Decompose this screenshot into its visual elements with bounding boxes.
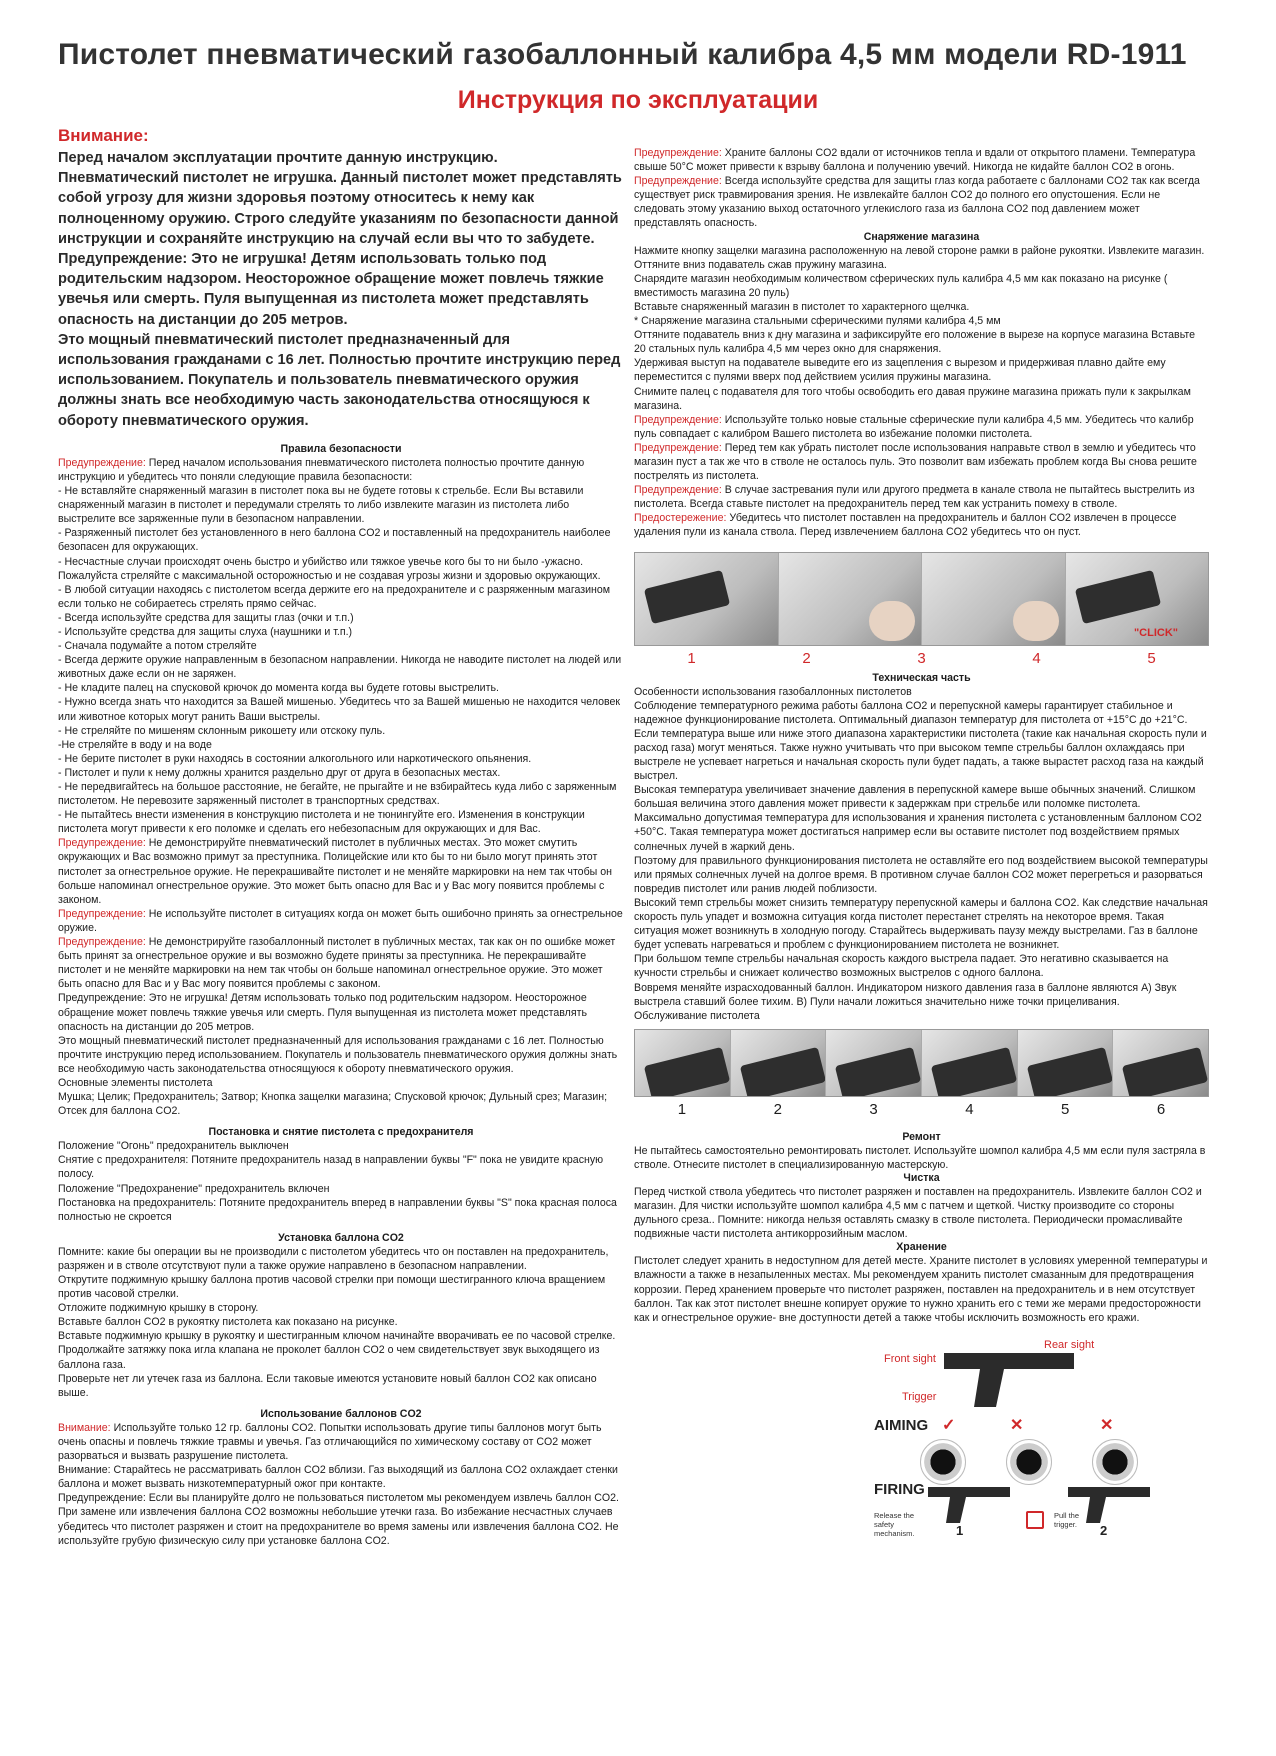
paragraph-text: - Не берите пистолет в руки находясь в состоянии алкогольного или наркотического опьянения. [58, 752, 532, 765]
paragraph [58, 724, 624, 738]
paragraph [58, 695, 624, 723]
section-title-co2-install: Установка баллона CO2 [278, 1231, 404, 1244]
paragraph [58, 1491, 624, 1547]
safety-catch-text [58, 1139, 624, 1224]
paragraph: Положение "Предохранение" предохранитель включен [58, 1182, 330, 1195]
section-title-safety-catch: Постановка и снятие пистолета с предохранителя [208, 1126, 474, 1139]
warning-lead: Предупреждение: [58, 837, 146, 850]
figure-number: 6 [1156, 1100, 1166, 1118]
figure-number: 3 [917, 649, 926, 667]
firing-label: FIRING [874, 1480, 925, 1498]
click-label: "CLICK" [1133, 626, 1178, 639]
paragraph: Снятие с предохранителя: Потяните предохранитель назад в направлении буквы "F" пока не увидите красную полосу. [58, 1154, 604, 1181]
figure-photo [1066, 553, 1209, 645]
figure-number: 4 [965, 1100, 974, 1118]
section-title-magazine: Снаряжение магазина [863, 230, 980, 243]
section-title-tech: Техническая часть [872, 671, 971, 684]
figure-number: 2 [773, 1100, 782, 1118]
paragraph [634, 244, 1209, 258]
section-title-clean: Чистка [903, 1171, 940, 1184]
figure-number: 5 [1061, 1100, 1070, 1118]
warning-lead: Предупреждение: [58, 456, 146, 469]
paragraph [634, 258, 1209, 272]
paragraph [58, 907, 624, 935]
paragraph: Поэтому для правильного функционирования пистолета не оставляйте его под воздействием высокой температуры или прямых солнечных лучей на долгое время. В противном случае баллон CO2 может перегреться и разорваться повредив пистолет или ранив людей поблизости. [634, 854, 1208, 895]
warning-lead: Предупреждение: [634, 484, 722, 497]
left-column [58, 126, 624, 1548]
paragraph [58, 1463, 624, 1491]
paragraph-text: Предупреждение: Это не игрушка! Детям использовать только под родительским надзором. Неосторожное обращение может повлечь тяжкие увечья или смерть. Пуля выпущенная из пистолета может представлять опасность на дистанции до 205 метров. [58, 992, 587, 1033]
paragraph: Вставьте баллон CO2 в рукоятку пистолета как показано на рисунке. [58, 1316, 398, 1329]
co2-install-text [58, 1245, 624, 1400]
paragraph-text: Перед тем как убрать пистолет после использования направьте ствол в землю и убедитесь что магазин пуст а так же что в стволе не осталось пуль. Это позволит вам избежать проблем когда Вы снова решите пострелять из пистолета. [634, 441, 1197, 483]
paragraph [58, 808, 624, 836]
section-title-co2-use: Использование баллонов CO2 [260, 1407, 422, 1420]
figure-photo [1018, 1030, 1114, 1096]
paragraph-text: Используйте только новые стальные сферические пули калибра 4,5 мм. Убедитесь что калибр пуль совпадает с калибром Вашего пистолета во избежание поломки пистолета. [634, 413, 1194, 440]
paragraph [634, 441, 1209, 483]
figure-numbers [634, 650, 1209, 672]
paragraph-text: Внимание: Старайтесь не рассматривать баллон CO2 вблизи. Газ выходящий из баллона CO2 охлаждает стенки баллона и может вызвать низкотемпературный ожог при контакте. [58, 1464, 618, 1491]
target-wrong [1092, 1439, 1138, 1485]
attention-line: Это мощный пневматический пистолет предназначенный для использования гражданами с 16 лет. Полностью прочтите инструкцию перед использованием. Покупатель и пользователь пневматического оружия должны знать все необходимую часть законодательства относящуюся к обороту пневматического оружия. [58, 331, 621, 429]
cross-mark-icon: ✕ [1010, 1416, 1024, 1434]
release-caption: Release the safety mechanism. [874, 1510, 915, 1538]
paragraph-text: - Нужно всегда знать что находится за Вашей мишенью. Убедитесь что за Вашей мишенью не находится человек или животное которых могут ранить Ваши выстрелы. [58, 696, 621, 723]
paragraph [58, 1090, 624, 1118]
paragraph [634, 413, 1209, 441]
paragraph-text: Удерживая выступ на подавателе выведите его из зацепления с вырезом и придерживая плавно дайте ему переместится с пулями вверх под действием усилия пружины магазина. [634, 357, 1166, 384]
front-sight-label: Front sight [884, 1352, 936, 1365]
figure-photo [826, 1030, 922, 1096]
attention-title: Внимание: [58, 126, 149, 145]
aiming-firing-diagram [634, 1335, 1209, 1555]
paragraph [634, 356, 1209, 384]
paragraph [634, 385, 1209, 413]
paragraph [58, 991, 624, 1033]
paragraph-text: - Не кладите палец на спусковой крючок до момента когда вы будете готовы выстрелить. [58, 682, 499, 695]
paragraph: Высокий темп стрельбы может снизить температуру перепускной камеры и баллона CO2. Как следствие начальная скорость пуль упадет и возможна ситуация когда пистолет перестанет стрелять на некоторое время. Такая ситуация может возникнуть в холодную погоду. Старайтесь выдерживать паузу между выстрелами. Газ в баллоне будет успевать нагреваться и проблем с функционированием пистолета не возникнет. [634, 896, 1208, 952]
warning-lead: Предупреждение: [58, 907, 146, 920]
paragraph [634, 328, 1209, 356]
paragraph-text: Снарядите магазин необходимым количеством сферических пуль калибра 4,5 мм как показано на рисунке ( вместимость магазина 20 пуль) [634, 272, 1168, 299]
clean-text: Перед чисткой ствола убедитесь что пистолет разряжен и поставлен на предохранитель. Извлеките баллон CO2 и магазин. Для чистки используйте шомпол калибра 4,5 мм с патчем и щеткой. Чистку производите со стороны дульного среза.. Помните: никогда нельзя оставлять смазку в стволе пистолета. Периодически промасливайте подвижные части пистолета антикоррозийным маслом. [634, 1185, 1202, 1241]
paragraph [58, 653, 624, 681]
paragraph-text: * Снаряжение магазина стальными сферическими пулями калибра 4,5 мм [634, 315, 1001, 328]
paragraph [634, 272, 1209, 300]
paragraph [58, 611, 624, 625]
figure-photo [779, 553, 923, 645]
paragraph-text: Это мощный пневматический пистолет предназначенный для использования гражданами с 16 лет. Полностью прочтите инструкцию перед использованием. Покупатель и пользователь пневматического оружия должны знать все необходимую часть законодательства относящуюся к обороту пневматического оружия. [58, 1034, 618, 1075]
pistol-drawing [934, 1341, 1084, 1411]
warning-lead: Предупреждение: [634, 441, 722, 454]
co2-warnings [634, 146, 1209, 231]
paragraph: Помните: какие бы операции вы не производили с пистолетом убедитесь что он поставлен на предохранитель, разряжен и в стволе отсутствуют пули а также оружие направлено в безопасном направлении. [58, 1245, 609, 1272]
paragraph-text: Нажмите кнопку защелки магазина расположенную на левой стороне рамки в районе рукоятки. Извлеките магазин. [634, 244, 1205, 257]
paragraph: При большом темпе стрельбы начальная скорость каждого выстрела падает. Это негативно сказывается на кучности стрельбы и снижает количество возможных выстрелов с одного баллона. [634, 953, 1169, 980]
paragraph-text: Перед началом использования пневматического пистолета полностью прочтите данную инструкцию и убедитесь что поняли следующие правила безопасности: [58, 456, 585, 483]
paragraph [634, 174, 1209, 230]
figure-photo [1113, 1030, 1208, 1096]
paragraph [58, 1034, 624, 1076]
paragraph-text: Мушка; Целик; Предохранитель; Затвор; Кнопка защелки магазина; Спусковой крючок; Дульный срез; Магазин; Отсек для баллона CO2. [58, 1091, 608, 1118]
figure-photo [731, 1030, 827, 1096]
attention-block [58, 148, 624, 431]
document-title: Пистолет пневматический газобаллонный калибра 4,5 мм модели RD-1911 [58, 38, 1187, 71]
paragraph-text: - Пистолет и пули к нему должны хранится раздельно друг от друга в безопасных местах. [58, 766, 501, 779]
paragraph [58, 752, 624, 766]
warning-lead: Предупреждение: [634, 175, 722, 188]
paragraph: Вставьте поджимную крышку в рукоятку и шестигранным ключом начинайте вворачивать ее по часовой стрелке. [58, 1330, 616, 1343]
pull-caption: Pull the trigger. [1054, 1510, 1080, 1529]
storage-text: Пистолет следует хранить в недоступном для детей месте. Храните пистолет в условиях умеренной температуры и влажности а также в незапыленных местах. Мы рекомендуем хранить пистолет смазанным для предотвращения коррозии. Перед хранением проверьте что пистолет разряжен, поставлен на предохранитель и в нем отсутствует баллон. Так как этот пистолет внешне копирует оружие то нужно хранить его с теми же мерами предосторожности как и огнестрельное оружие- вне доступности детей а также чтобы исключить возможность его кражи. [634, 1255, 1208, 1324]
target-wrong [1006, 1439, 1052, 1485]
paragraph [58, 935, 624, 991]
paragraph-text: - Разряженный пистолет без установленного в него баллона CO2 и поставленный на предохранитель наиболее безопасен для окружающих. [58, 527, 611, 554]
paragraph [58, 1421, 624, 1463]
safety-rules [58, 456, 624, 1118]
paragraph [58, 639, 624, 653]
paragraph-text: - Не передвигайтесь на большое расстояние, не бегайте, не прыгайте и не взбирайтесь куда либо с заряженным пистолетом. Не перевозите заряженный пистолет в транспортных средствах. [58, 781, 617, 808]
paragraph-text: -Не стреляйте в воду и на воде [58, 738, 212, 751]
paragraph [58, 738, 624, 752]
warning-lead: Предупреждение: [634, 147, 722, 159]
figure-photo [922, 1030, 1018, 1096]
paragraph-text: Используйте только 12 гр. баллоны CO2. Попытки использовать другие типы баллонов могут быть очень опасны и повлечь тяжкие травмы и увечья. Газ отличающийся по химическому составу от CO2 может разорваться и вызвать разрушение пистолета. [58, 1421, 602, 1463]
figure-number: 3 [869, 1100, 878, 1118]
paragraph: Высокая температура увеличивает значение давления в перепускной камере выше обычных значений. Слишком большая величина этого давления может привести к задержкам при стрельбе или поломке пистолета. Максимально допустимая температура для использования и хранения пистолета с установленным баллоном CO2 +50°С. Такая температура может достигаться например если вы оставите пистолет под воздействием прямых солнечных лучей в жаркий день. [634, 784, 1202, 853]
paragraph-text: Не демонстрируйте пневматический пистолет в публичных местах. Это может смутить окружающих и Вас возможно примут за преступника. Полицейские или кто бы то ни было могут принять этот пистолет за огнестрельное оружие. Не перекрашивайте пистолет и не меняйте маркировки на нем так чтобы он больше напоминал огнестрельное оружие. Это может быть опасно для Вас и у Вас могу появится проблемы с законом. [58, 837, 612, 906]
warning-lead: Внимание: [58, 1421, 111, 1434]
figure-photo [635, 553, 779, 645]
paragraph-text: Оттяните подаватель вниз к дну магазина и зафиксируйте его положение в вырезе на корпусе магазина Вставьте 20 стальных пуль калибра 4,5 мм через окно для снаряжения. [634, 329, 1196, 356]
paragraph [58, 780, 624, 808]
paragraph [634, 314, 1209, 328]
paragraph: Вовремя меняйте израсходованный баллон. Индикатором низкого давления газа в баллоне являются А) Звук выстрела ставший более тихим. В) Пули начали ложиться значительно ниже точки прицеливания. [634, 981, 1177, 1008]
paragraph-text: - Используйте средства для защиты слуха (наушники и т.п.) [58, 625, 353, 638]
paragraph [58, 1076, 624, 1090]
magazine-figure [634, 552, 1209, 646]
figure-number: 5 [1147, 649, 1156, 667]
magazine-text [634, 244, 1209, 540]
paragraph-text: - Не стреляйте по мишеням склонным рикошету или отскоку пуль. [58, 724, 386, 737]
paragraph [634, 483, 1209, 511]
paragraph: Положение "Огонь" предохранитель выключен [58, 1140, 289, 1153]
check-mark-icon: ✓ [942, 1416, 956, 1434]
paragraph [58, 766, 624, 780]
paragraph [634, 146, 1209, 174]
step-number: 2 [1100, 1522, 1108, 1538]
figure-photo [635, 1030, 731, 1096]
figure-number: 1 [677, 1100, 687, 1118]
lock-icon [1026, 1511, 1044, 1529]
paragraph: Открутите поджимную крышку баллона против часовой стрелки при помощи шестигранного ключа вращением против часовой стрелки. [58, 1274, 606, 1301]
paragraph [58, 484, 624, 526]
target-correct [920, 1439, 966, 1485]
section-title-storage: Хранение [896, 1241, 947, 1254]
paragraph-text: Снимите палец с подавателя для того чтобы освободить его давая пружине магазина прижать пули к закрылкам магазина. [634, 385, 1191, 412]
aiming-label: AIMING [874, 1416, 929, 1434]
rear-sight-label: Rear sight [1044, 1338, 1095, 1351]
paragraph-text: Не используйте пистолет в ситуациях когда он может быть ошибочно принять за огнестрельное оружие. [58, 907, 623, 934]
warning-lead: Предупреждение: [634, 413, 722, 426]
paragraph: Проверьте нет ли утечек газа из баллона. Если таковые имеются установите новый баллон CO2 как описано выше. [58, 1372, 597, 1399]
paragraph [634, 300, 1209, 314]
section-title-repair: Ремонт [902, 1130, 941, 1143]
warning-lead: Предупреждение: [58, 936, 146, 949]
attention-line: Предупреждение: Это не игрушка! Детям использовать только под родительским надзором. Неосторожное обращение может повлечь тяжкие увечья или смерть. Пуля выпущенная из пистолета может представлять опасность на дистанции до 205 метров. [58, 251, 604, 328]
paragraph: Обслуживание пистолета [634, 1009, 760, 1022]
paragraph-text: - Несчастные случаи происходят очень быстро и убийство или тяжкое увечье кого бы то ни было -ужасно. Пожалуйста стреляйте с максимальной осторожностью и не создавая угрозы жизни и здоровью окружающих. [58, 555, 601, 582]
paragraph-text: - Всегда держите оружие направленным в безопасном направлении. Никогда не наводите пистолет на людей или животных даже если он не заряжен. [58, 654, 622, 681]
maintenance-figure [634, 1029, 1209, 1097]
paragraph-text: Вставьте снаряженный магазин в пистолет то характерного щелчка. [634, 300, 970, 313]
paragraph [58, 555, 624, 583]
warning-lead: Предостережение: [634, 512, 727, 525]
paragraph-text: В случае застревания пули или другого предмета в канале ствола не пытайтесь выстрелить из пистолета. Всегда ставьте пистолет на предохранитель перед тем как устранить помеху в стволе. [634, 484, 1195, 511]
paragraph-text: Предупреждение: Если вы планируйте долго не пользоваться пистолетом мы рекомендуем извлечь баллон CO2. При замене или извлечения баллона CO2 возможны небольшие утечки газа. Во избежание несчастных случаев убедитесь что пистолет разряжен и стоит на предохранителе во время замены или извлечения баллона CO2. Не используйте грубую физическую силу при установке баллона CO2. [58, 1492, 619, 1547]
repair-text: Не пытайтесь самостоятельно ремонтировать пистолет. Используйте шомпол калибра 4,5 мм если пуля застряла в стволе. Отнесите пистолет в специализированную мастерскую. [634, 1144, 1206, 1171]
paragraph [58, 681, 624, 695]
paragraph-text: Основные элементы пистолета [58, 1076, 213, 1089]
paragraph [58, 583, 624, 611]
figure-number: 1 [687, 649, 696, 667]
paragraph-text: - Сначала подумайте а потом стреляйте [58, 640, 257, 653]
paragraph [58, 526, 624, 554]
paragraph-text: - Не вставляйте снаряженный магазин в пистолет пока вы не будете готовы к стрельбе. Если Вы вставили снаряженный магазин в пистолет и передумали стрелять то либо извлеките магазин из пистолета либо выстрелите все заряженные пули в безопасном направлении. [58, 485, 584, 526]
paragraph-text: - В любой ситуации находясь с пистолетом всегда держите его на предохранителе и с разряженным магазином если только не собираетесь стрелять прямо сейчас. [58, 583, 611, 610]
paragraph-text: Не демонстрируйте газобаллонный пистолет в публичных местах, так как он по ошибке может быть принят за огнестрельное оружие и вы возможно будете приняты за преступника. Не перекрашивайте пистолет и не меняйте маркировки на нем так чтобы он больше напоминал огнестрельное оружие. Это может быть опасно для Вас и у Вас могу появится проблемы с законом. [58, 936, 616, 991]
document-subtitle: Инструкция по эксплуатации [457, 86, 819, 114]
attention-line: Перед началом эксплуатации прочтите данную инструкцию. [58, 150, 498, 166]
paragraph [58, 625, 624, 639]
figure-number: 2 [802, 649, 811, 667]
attention-line: Пневматический пистолет не игрушка. Данный пистолет может представлять собой угрозу для жизни здоровья поэтому относитесь к нему как полноценному оружию. Строго следуйте указаниям по безопасности данной инструкции и сохраняйте инструкцию на случай если вы что то забудете. [58, 170, 622, 247]
paragraph-text: - Всегда используйте средства для защиты глаз (очки и т.п.) [58, 611, 354, 624]
paragraph [58, 456, 624, 484]
pistol-drawing [924, 1481, 1014, 1527]
paragraph-text: Храните баллоны CO2 вдали от источников тепла и вдали от открытого пламени. Температура свыше 50°С может привести к взрыву баллона и получению увечий. Никогда не кидайте баллон CO2 в огонь. [634, 147, 1196, 174]
paragraph-text: - Не пытайтесь внести изменения в конструкцию пистолета и не тюнингуйте его. Изменения в конструкции пистолета могут привести к его поломке и сделать его небезопасным для окружающих и для Вас. [58, 809, 585, 836]
trigger-label: Trigger [902, 1390, 937, 1403]
paragraph: Особенности использования газобаллонных пистолетов [634, 685, 912, 698]
right-column [634, 146, 1209, 1555]
co2-use-text [58, 1421, 624, 1548]
paragraph [634, 511, 1209, 539]
paragraph [58, 836, 624, 906]
paragraph-text: Всегда используйте средства для защиты глаз когда работаете с баллонами CO2 так как всегда существует риск травмирования зрения. Не извлекайте баллон CO2 до полного его опустошения. Если не следовать этому указанию выход остаточного углекислого газа из баллона CO2 под давлением может представлять опасность. [634, 175, 1200, 230]
paragraph: Продолжайте затяжку пока игла клапана не проколет баллон CO2 о чем свидетельствует звук выходящего из баллона газа. [58, 1344, 600, 1371]
paragraph: Соблюдение температурного режима работы баллона CO2 и перепускной камеры гарантирует стабильное и надежное функционирование пистолета. Оптимальный диапазон температур для пистолета от +15°С до +21°С. Если температура выше или ниже этого диапазона характеристики пистолета (такие как начальная скорость пули и расход газа) могут меняться. Также нужно учитывать что при высоком темпе стрельбы баллон охлаждаясь при выстреле не успевает нагреться и начальная скорость пули будет падать, а также вырастет расход газа на каждый выстрел. [634, 699, 1207, 783]
tech-text [634, 685, 1209, 1023]
paragraph-text: Убедитесь что пистолет поставлен на предохранитель и баллон CO2 извлечен в процессе удаления пули из канала ствола. Перед извлечением баллона CO2 убедитесь что он пуст. [634, 512, 1177, 539]
section-title-safety: Правила безопасности [280, 442, 402, 455]
paragraph: Отложите поджимную крышку в сторону. [58, 1302, 259, 1315]
paragraph: Постановка на предохранитель: Потяните предохранитель вперед в направлении буквы "S" пока красная полоса полностью не скроется [58, 1196, 617, 1223]
figure-photo [922, 553, 1066, 645]
cross-mark-icon: ✕ [1100, 1416, 1114, 1434]
paragraph-text: Оттяните вниз подаватель сжав пружину магазина. [634, 258, 887, 271]
step-number: 1 [956, 1522, 964, 1538]
figure-numbers [634, 1101, 1209, 1123]
figure-number: 4 [1032, 649, 1041, 667]
